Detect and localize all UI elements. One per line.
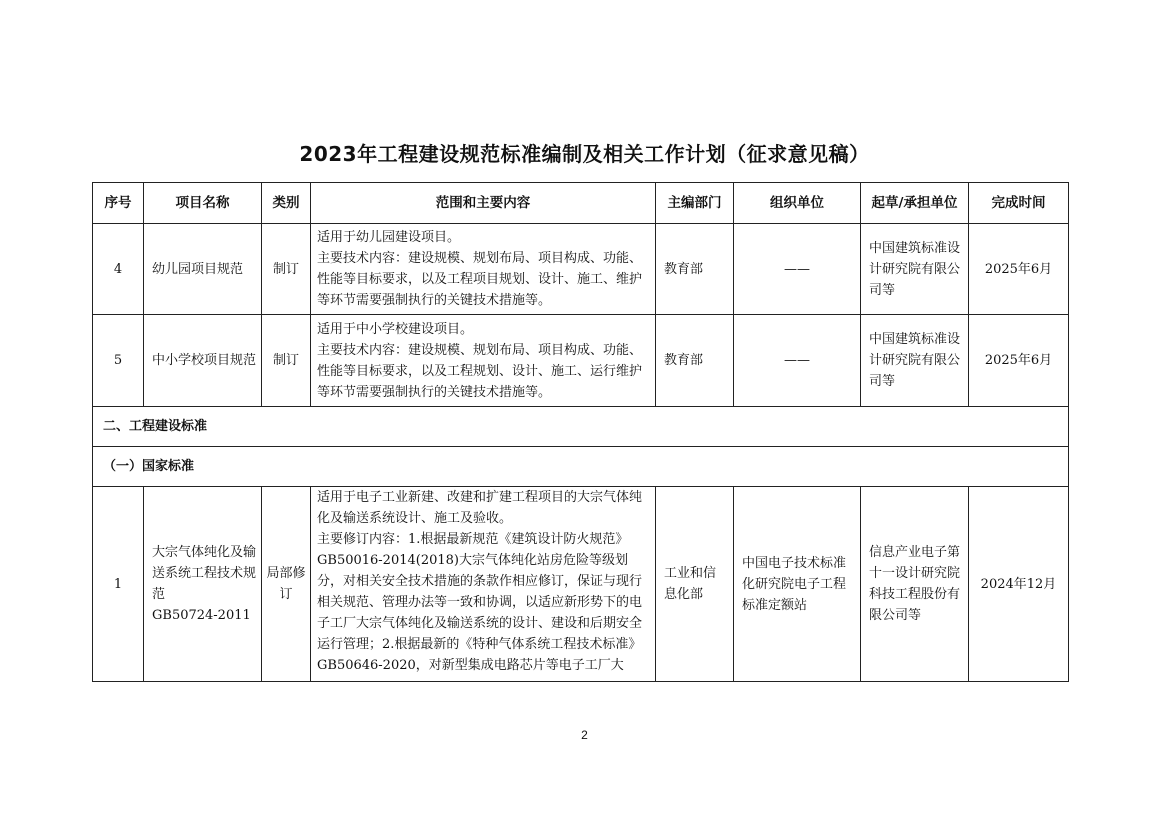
- header-no: 序号: [93, 183, 144, 224]
- row-type: 局部修订: [262, 487, 311, 682]
- row-name: 幼儿园项目规范: [144, 224, 262, 315]
- row-time: 2025年6月: [969, 315, 1069, 407]
- row-no: 1: [93, 487, 144, 682]
- header-unit: 起草/承担单位: [861, 183, 969, 224]
- section-row: [93, 447, 1069, 487]
- row-content-text: 适用于电子工业新建、改建和扩建工程项目的大宗气体纯化及输送系统设计、施工及验收。 主要修订内容：1.根据最新规范《建筑设计防火规范》GB50016-2014(2018)大宗气体纯化站房危险等级划分，对相关安全技术措施的条款作相应修订，保证与现行相关规范、管理办法等一致和协调，以适应新形势下的电子工厂大宗气体纯化及输送系统的设计、建设和后期安全运行管理；2.根据最新的《特种气体系统工程技术标准》GB50646-2020，对新型集成电路芯片等电子工厂大: [317, 490, 643, 673]
- plan-table: [92, 182, 1069, 682]
- header-type: 类别: [262, 183, 311, 224]
- row-name: 大宗气体纯化及输送系统工程技术规范 GB50724-2011: [144, 487, 262, 682]
- document-title: 2023年工程建设规范标准编制及相关工作计划（征求意见稿）: [299, 142, 870, 166]
- row-content: 适用于幼儿园建设项目。 主要技术内容：建设规模、规划布局、项目构成、功能、性能等目标要求，以及工程项目规划、设计、施工、维护等环节需要强制执行的关键技术措施等。: [311, 224, 656, 315]
- section-heading-standards: 二、工程建设标准: [93, 407, 1069, 447]
- row-content: [311, 487, 656, 682]
- row-type: 制订: [262, 224, 311, 315]
- header-time: 完成时间: [969, 183, 1069, 224]
- row-dept: 教育部: [656, 315, 734, 407]
- table-row: [93, 224, 1069, 315]
- row-unit: 中国建筑标准设计研究院有限公司等: [861, 224, 969, 315]
- header-row: [93, 183, 1069, 224]
- row-type: 制订: [262, 315, 311, 407]
- section-row: [93, 407, 1069, 447]
- row-org: ——: [734, 224, 861, 315]
- row-time: 2024年12月: [969, 487, 1069, 682]
- header-content: 范围和主要内容: [311, 183, 656, 224]
- row-no: 5: [93, 315, 144, 407]
- row-content: 适用于中小学校建设项目。 主要技术内容：建设规模、规划布局、项目构成、功能、性能等目标要求，以及工程规划、设计、施工、运行维护等环节需要强制执行的关键技术措施等。: [311, 315, 656, 407]
- header-name: 项目名称: [144, 183, 262, 224]
- row-unit: 信息产业电子第十一设计研究院科技工程股份有限公司等: [861, 487, 969, 682]
- row-unit: 中国建筑标准设计研究院有限公司等: [861, 315, 969, 407]
- row-name: 中小学校项目规范: [144, 315, 262, 407]
- row-org: 中国电子技术标准化研究院电子工程标准定额站: [734, 487, 861, 682]
- row-no: 4: [93, 224, 144, 315]
- header-dept: 主编部门: [656, 183, 734, 224]
- table-row: [93, 487, 1069, 682]
- table-row: [93, 315, 1069, 407]
- header-org: 组织单位: [734, 183, 861, 224]
- page-number: 2: [581, 728, 588, 742]
- row-dept: 教育部: [656, 224, 734, 315]
- section-heading-national: （一）国家标准: [93, 447, 1069, 487]
- row-time: 2025年6月: [969, 224, 1069, 315]
- row-dept: 工业和信息化部: [656, 487, 734, 682]
- row-org: ——: [734, 315, 861, 407]
